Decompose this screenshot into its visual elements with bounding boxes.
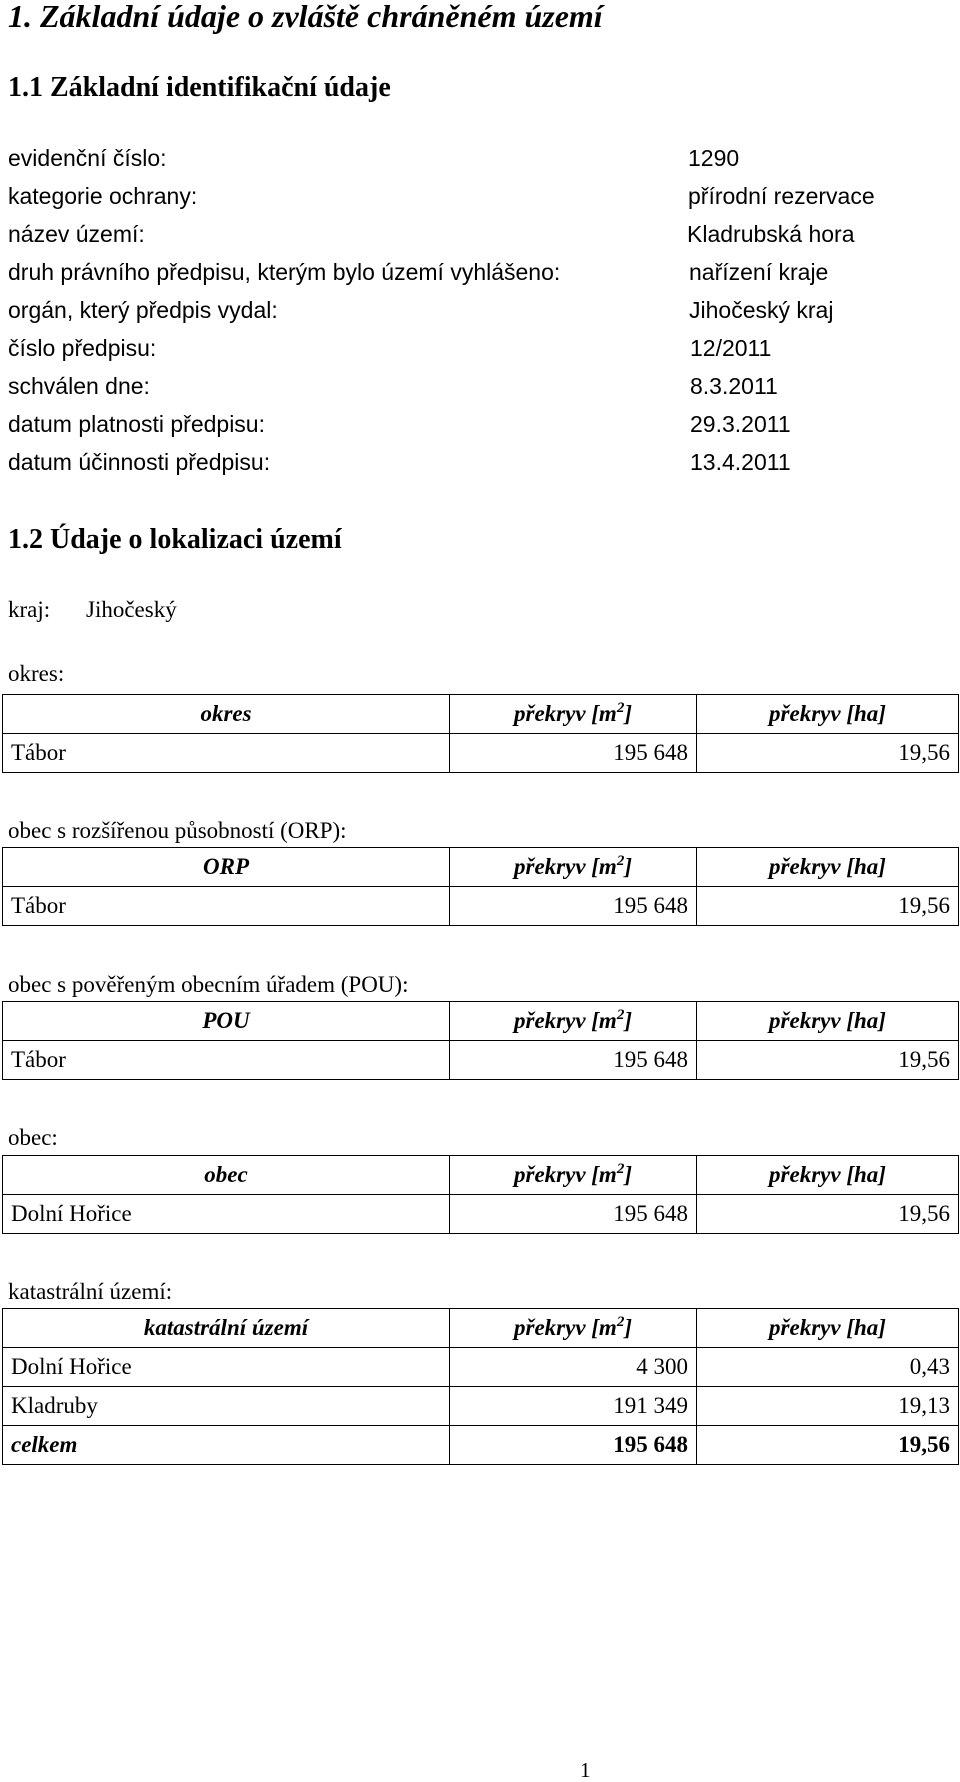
cell-m2: 191 349 (450, 1387, 697, 1426)
id-value: 13.4.2011 (690, 449, 791, 475)
pou-label: obec s pověřeným obecním úřadem (POU): (8, 972, 409, 997)
id-label: druh právního předpisu, kterým bylo území vyhlášeno: (8, 259, 561, 285)
cell-m2: 195 648 (450, 734, 697, 773)
table-row (3, 1041, 959, 1080)
id-label: kategorie ochrany: (8, 183, 198, 209)
id-value: přírodní rezervace (688, 183, 875, 209)
col-header-name: POU (3, 1002, 450, 1041)
obec-label: obec: (8, 1125, 58, 1150)
cell-m2: 195 648 (450, 1041, 697, 1080)
col-header-ha: překryv [ha] (697, 848, 959, 887)
id-label: orgán, který předpis vydal: (8, 297, 278, 323)
table-header-row (3, 1309, 959, 1348)
cell-name: Tábor (3, 1041, 450, 1080)
table-header-row (3, 848, 959, 887)
table-row (3, 887, 959, 926)
col-header-ha: překryv [ha] (697, 1156, 959, 1195)
cell-name: Tábor (3, 887, 450, 926)
pou-table (2, 1001, 959, 1080)
id-value: 29.3.2011 (690, 411, 791, 437)
cell-total-m2: 195 648 (450, 1426, 697, 1465)
cell-name: Dolní Hořice (3, 1195, 450, 1234)
id-label: schválen dne: (8, 373, 150, 399)
page-number: 1 (580, 1758, 591, 1782)
table-header-row (3, 1156, 959, 1195)
cell-ha: 19,56 (697, 734, 959, 773)
id-value: 12/2011 (690, 335, 772, 361)
ku-label: katastrální území: (8, 1279, 173, 1304)
col-header-name: okres (3, 695, 450, 734)
cell-name: Dolní Hořice (3, 1348, 450, 1387)
table-row (3, 734, 959, 773)
main-heading: 1. Základní údaje o zvláště chráněném území (8, 0, 603, 34)
cell-ha: 0,43 (697, 1348, 959, 1387)
kraj-value: Jihočeský (86, 597, 177, 622)
id-value: Kladrubská hora (687, 221, 855, 247)
col-header-m2: překryv $[m^2]$ (450, 695, 697, 734)
obec-table (2, 1155, 959, 1234)
col-header-name: obec (3, 1156, 450, 1195)
ku-table (2, 1308, 959, 1465)
orp-table (2, 847, 959, 926)
section-2-title: 1.2 Údaje o lokalizaci území (8, 524, 342, 555)
cell-ha: 19,56 (697, 1041, 959, 1080)
okres-table (2, 694, 959, 773)
cell-m2: 195 648 (450, 887, 697, 926)
okres-label: okres: (8, 661, 65, 686)
section-1-title: 1.1 Základní identifikační údaje (8, 72, 391, 103)
table-row (3, 1387, 959, 1426)
cell-total-ha: 19,56 (697, 1426, 959, 1465)
col-header-m2: překryv $[m^2]$ (450, 1156, 697, 1195)
id-value: 1290 (688, 145, 740, 171)
col-header-name: ORP (3, 848, 450, 887)
id-label: datum účinnosti předpisu: (8, 449, 271, 475)
id-label: číslo předpisu: (8, 335, 157, 361)
cell-name: Kladruby (3, 1387, 450, 1426)
col-header-ha: překryv [ha] (697, 1309, 959, 1348)
col-header-m2: překryv $[m^2]$ (450, 848, 697, 887)
id-value: 8.3.2011 (690, 373, 778, 399)
cell-total-name: celkem (3, 1426, 450, 1465)
col-header-ha: překryv [ha] (697, 695, 959, 734)
kraj-label: kraj: (8, 597, 51, 622)
col-header-m2: překryv $[m^2]$ (450, 1002, 697, 1041)
id-label: datum platnosti předpisu: (8, 411, 265, 437)
table-row (3, 1195, 959, 1234)
cell-ha: 19,56 (697, 887, 959, 926)
table-total-row (3, 1426, 959, 1465)
col-header-name: katastrální území (3, 1309, 450, 1348)
col-header-m2: překryv $[m^2]$ (450, 1309, 697, 1348)
orp-label: obec s rozšířenou působností (ORP): (8, 818, 347, 843)
cell-m2: 4 300 (450, 1348, 697, 1387)
id-value: Jihočeský kraj (689, 297, 834, 323)
cell-ha: 19,13 (697, 1387, 959, 1426)
id-label: název území: (8, 221, 145, 247)
cell-m2: 195 648 (450, 1195, 697, 1234)
table-header-row (3, 1002, 959, 1041)
cell-name: Tábor (3, 734, 450, 773)
cell-ha: 19,56 (697, 1195, 959, 1234)
id-label: evidenční číslo: (8, 145, 167, 171)
table-row (3, 1348, 959, 1387)
col-header-ha: překryv [ha] (697, 1002, 959, 1041)
id-value: nařízení kraje (689, 259, 829, 285)
table-header-row (3, 695, 959, 734)
